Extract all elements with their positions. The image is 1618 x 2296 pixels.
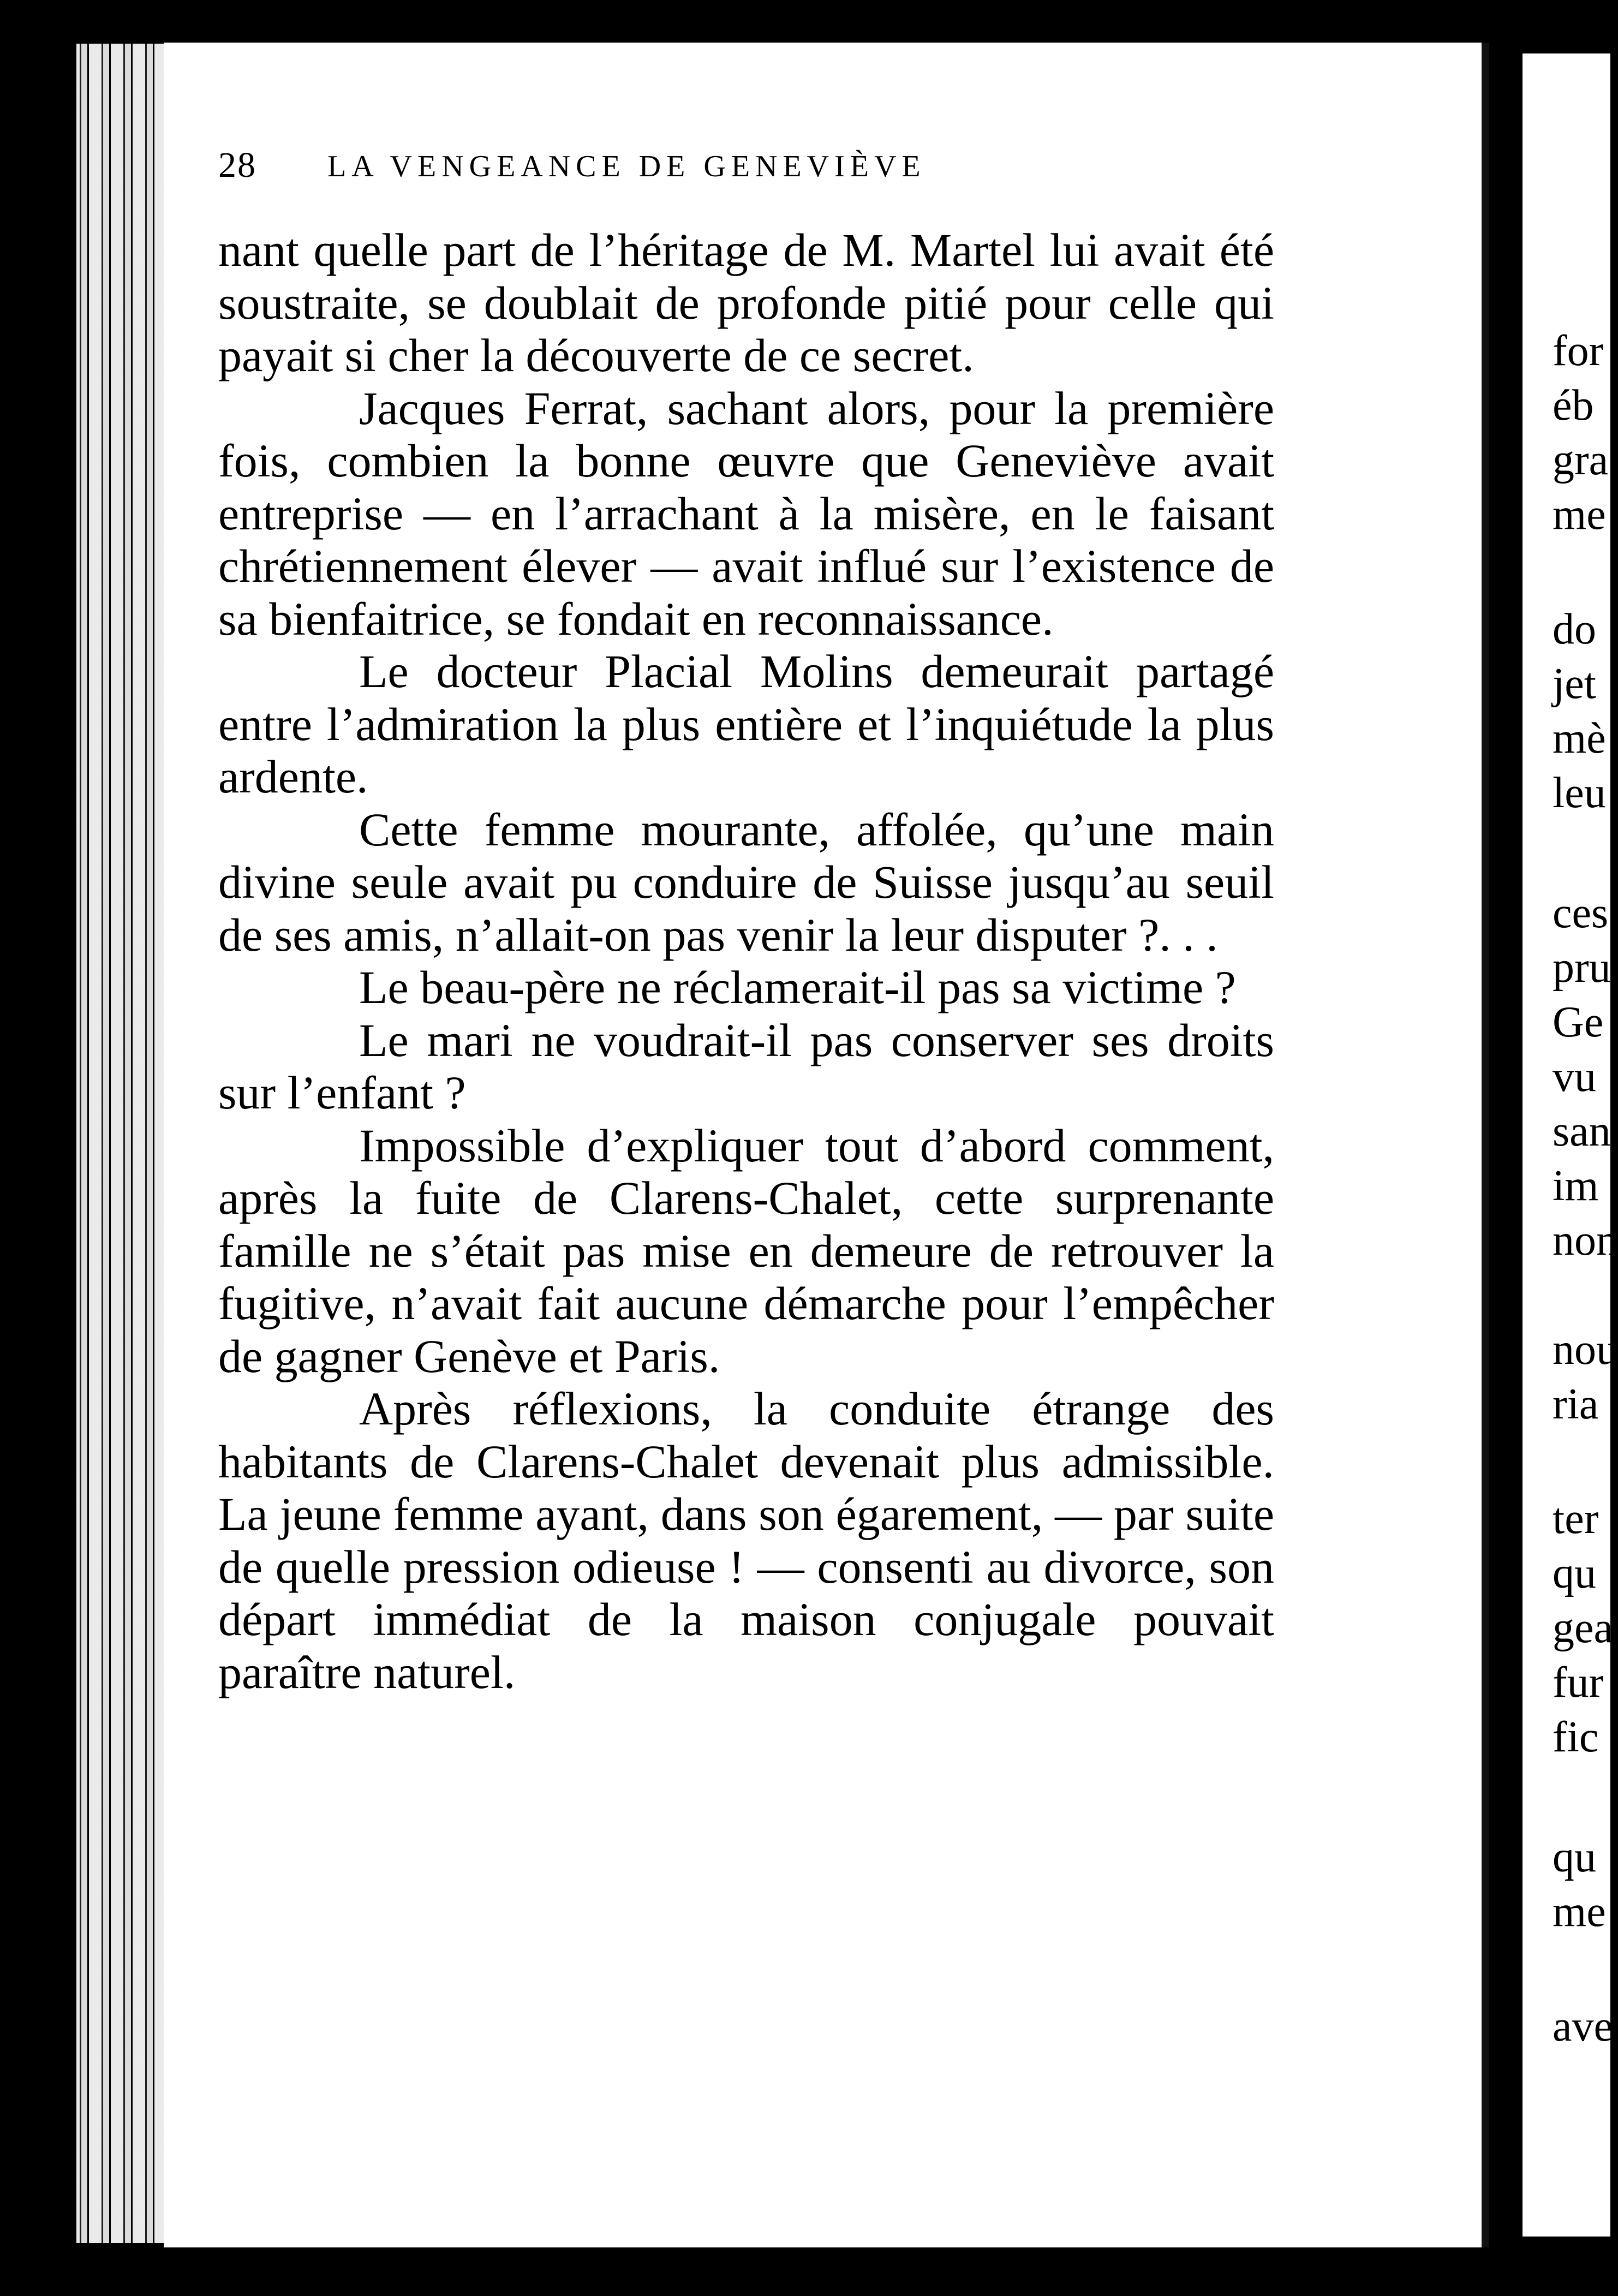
paragraph: Jacques Ferrat, sachant alors, pour la première fois, combien la bonne œuvre que Geneviève avait entreprise — en l’arrachant à la misère, en le faisant chrétiennement élever — avait influé sur l’existence de sa bienfaitrice, se fondait en reconnaissance.: [218, 381, 1274, 645]
facing-page-fragment: do: [1553, 605, 1596, 653]
facing-page-fragment: ria: [1553, 1380, 1599, 1428]
page-header: [218, 145, 1266, 199]
facing-page-fragment: for: [1553, 327, 1604, 375]
facing-page-fragment: gra: [1553, 436, 1609, 484]
facing-page-fragment: vu: [1553, 1053, 1596, 1101]
facing-page-fragment: pru: [1553, 944, 1611, 992]
facing-page-fragment: me: [1553, 491, 1606, 539]
facing-page-fragment: fur: [1553, 1659, 1604, 1707]
facing-page-fragment: im: [1553, 1162, 1599, 1210]
facing-page-edge: [1523, 53, 1618, 2237]
facing-page-fragment: qu: [1553, 1833, 1596, 1881]
paragraph: Le docteur Placial Molins demeurait partagé entre l’admiration la plus entière et l’inquiétude la plus ardente.: [218, 645, 1274, 803]
paragraph: Le beau-père ne réclamerait-il pas sa victime ?: [359, 961, 1236, 1013]
page-number: 28: [218, 145, 256, 185]
facing-page-fragment: leu: [1553, 769, 1606, 817]
paragraph: Le mari ne voudrait-il pas conserver ses droits sur l’enfant ?: [218, 1013, 1274, 1119]
facing-page-fragment: ave: [1553, 2002, 1614, 2050]
paragraph: Cette femme mourante, affolée, qu’une main divine seule avait pu conduire de Suisse jusqu’au seuil de ses amis, n’allait-on pas venir la leur disputer ?. . .: [218, 803, 1274, 961]
facing-page-fragment: nou: [1553, 1326, 1618, 1374]
facing-page-fragment: non: [1553, 1216, 1618, 1265]
facing-page-fragment: ces: [1553, 889, 1609, 937]
gutter-shadow: [1490, 0, 1523, 2296]
facing-page-fragment: ter: [1553, 1495, 1599, 1543]
facing-page-fragment: me: [1553, 1888, 1606, 1936]
facing-page-fragment: fic: [1553, 1713, 1599, 1761]
facing-page-fragment: gea: [1553, 1604, 1614, 1652]
facing-page-fragment: mè: [1553, 714, 1606, 762]
facing-page-fragment: éb: [1553, 381, 1594, 430]
body-text: [218, 224, 1274, 1698]
facing-page-fragment: jet: [1553, 660, 1596, 708]
paragraph: nant quelle part de l’héritage de M. Martel lui avait été soustraite, se doublait de profonde pitié pour celle qui payait si cher la découverte de ce secret.: [218, 224, 1274, 381]
paragraph: Impossible d’expliquer tout d’abord comment, après la fuite de Clarens-Chalet, cette surprenante famille ne s’était pas mise en demeure de retrouver la fugitive, n’avait fait aucune démarche pour l’empêcher de gagner Genève et Paris.: [218, 1119, 1274, 1382]
facing-page-fragment: Ge: [1553, 998, 1604, 1046]
paragraph: Après réflexions, la conduite étrange des habitants de Clarens-Chalet devenait plus admissible. La jeune femme ayant, dans son égarement, — par suite de quelle pression odieuse ! — consenti au divorce, son départ immédiat de la maison conjugale pouvait paraître naturel.: [218, 1382, 1274, 1698]
facing-page-fragment: qu: [1553, 1549, 1596, 1597]
running-title: LA VENGEANCE DE GENEVIÈVE: [327, 150, 926, 183]
facing-page-fragment: san: [1553, 1107, 1611, 1155]
